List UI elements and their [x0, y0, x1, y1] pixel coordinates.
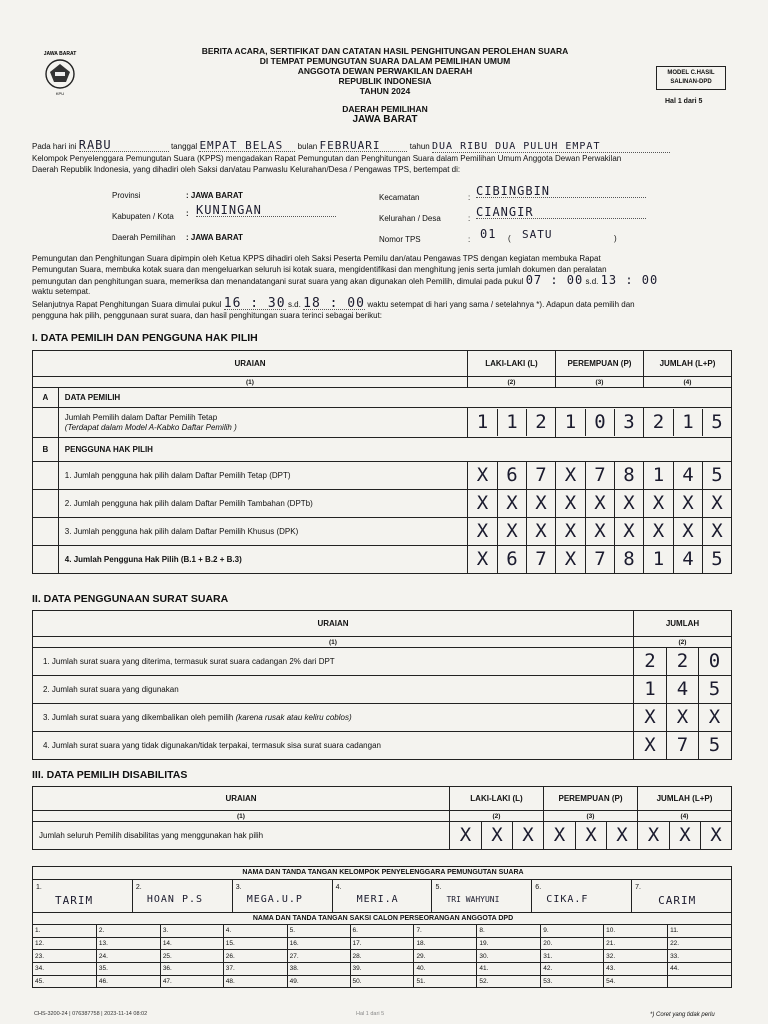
s1-b-row4-label: 4. Jumlah Pengguna Hak Pilih (B.1 + B.2 + B.3)	[58, 546, 467, 574]
label-bulan: bulan	[297, 142, 318, 151]
kpps-name: HOAN P.S	[146, 893, 204, 905]
s2-row3-label	[33, 704, 634, 732]
s1-a-row1	[58, 408, 467, 438]
body-para-5-text: waktu setempat di hari yang sama / setelahnya *). Adapun data pemilih dan	[367, 300, 635, 309]
field-end-time-1[interactable]: 13 : 00	[600, 273, 659, 287]
s1-b-row2-l[interactable]	[467, 490, 555, 518]
saksi-cell[interactable]: 37.	[223, 962, 287, 975]
digit: 6	[497, 546, 526, 573]
opening-line	[32, 140, 742, 153]
opening-para-1: Kelompok Penyelenggara Pemungutan Suara (KPPS) mengadakan Rapat Pemungutan dan Penghitungan Suara dalam Pemilihan Umum Anggota Dewan Perwakilan	[32, 154, 622, 163]
digit: X	[564, 492, 577, 514]
saksi-cell[interactable]: 3.	[160, 925, 223, 938]
tps-label: Nomor TPS	[379, 235, 421, 244]
saksi-cell[interactable]: 23.	[33, 950, 97, 963]
section-3-title: III. DATA PEMILIH DISABILITAS	[32, 769, 188, 781]
digit: X	[476, 548, 489, 570]
kecamatan-colon: :	[468, 193, 471, 202]
saksi-cell[interactable]: 9.	[541, 925, 604, 938]
digit: X	[497, 518, 526, 545]
saksi-cell[interactable]: 33.	[668, 950, 732, 963]
s1-col-j: JUMLAH (L+P)	[643, 351, 731, 377]
s1-b-row1-p[interactable]	[555, 462, 643, 490]
kpps-num: 5.	[435, 883, 442, 891]
saksi-cell[interactable]: 15.	[223, 937, 287, 950]
saksi-cell[interactable]: 28.	[350, 950, 414, 963]
digit: X	[476, 520, 489, 542]
section-2-table	[32, 610, 732, 760]
digit: X	[564, 548, 577, 570]
saksi-cell[interactable]: 2.	[96, 925, 160, 938]
field-count-end[interactable]: 18 : 00	[303, 296, 365, 311]
s1-b-row3-label: 3. Jumlah pengguna hak pilih dalam Daftar Pemilih Khusus (DPK)	[58, 518, 467, 546]
saksi-cell[interactable]: 51.	[414, 975, 477, 988]
kpps-num: 1.	[36, 883, 42, 891]
saksi-cell[interactable]: 32.	[604, 950, 668, 963]
s3-row1-p[interactable]	[544, 822, 638, 850]
digit: 5	[702, 462, 731, 489]
field-tanggal[interactable]: EMPAT BELAS	[199, 140, 295, 152]
saksi-cell[interactable]: 6.	[350, 925, 414, 938]
s1-b-row3-l[interactable]	[467, 518, 555, 546]
kpps-sign-4[interactable]	[333, 880, 433, 912]
kabupaten-value[interactable]: KUNINGAN	[196, 205, 336, 217]
s2-row3-note: (karena rusak atau keliru coblos)	[235, 713, 352, 722]
kpps-row	[33, 879, 732, 912]
saksi-cell[interactable]: 53.	[541, 975, 604, 988]
model-line-2: SALINAN-DPD	[670, 79, 712, 85]
digit: 0	[698, 648, 730, 675]
label-sd-2: s.d.	[287, 300, 301, 309]
kpps-name: MERI.A	[356, 893, 399, 905]
s2-n1: (1)	[33, 637, 634, 648]
digit: 2	[652, 411, 665, 433]
saksi-cell[interactable]: 30.	[477, 950, 541, 963]
label-tahun: tahun	[409, 142, 430, 151]
s1-b-row2-p[interactable]	[555, 490, 643, 518]
digit: X	[585, 490, 614, 517]
body-para-3	[32, 275, 658, 287]
s1-b-row2-j[interactable]	[643, 490, 731, 518]
s3-col-j: JUMLAH (L+P)	[638, 787, 732, 811]
saksi-cell[interactable]: 40.	[414, 962, 477, 975]
digit: 7	[666, 732, 698, 759]
s3-n3: (3)	[544, 811, 638, 822]
digit: X	[702, 518, 731, 545]
saksi-cell[interactable]: 1.	[33, 925, 97, 938]
kpps-sign-6[interactable]	[532, 880, 632, 912]
saksi-cell[interactable]: 50.	[350, 975, 414, 988]
s3-col-uraian: URAIAN	[33, 787, 450, 811]
saksi-cell[interactable]: 5.	[287, 925, 350, 938]
page-indicator: Hal 1 dari 5	[665, 98, 703, 105]
s1-n2: (2)	[467, 377, 555, 388]
digit: 1	[644, 678, 656, 700]
s2-col-uraian: URAIAN	[33, 611, 634, 637]
digit: X	[673, 490, 702, 517]
s1-a-row1-j[interactable]	[643, 408, 731, 438]
header-title	[140, 46, 630, 96]
digit: 7	[585, 462, 614, 489]
body-para-4-text: Selanjutnya Rapat Penghitungan Suara dimulai pukul	[32, 300, 222, 309]
s3-n1: (1)	[33, 811, 450, 822]
digit: 1	[652, 464, 665, 486]
digit: 8	[614, 462, 643, 489]
s1-b-blank	[33, 490, 59, 518]
body-para-6: pengguna hak pilih, penggunaan surat suara, dan hasil penghitungan suara terinci sebagai berikut:	[32, 311, 383, 320]
saksi-row-1	[33, 925, 732, 938]
digit: 6	[497, 462, 526, 489]
field-count-start[interactable]: 16 : 30	[223, 296, 286, 311]
kpps-name: TARIM	[55, 893, 94, 907]
title-line-1: BERITA ACARA, SERTIFIKAT DAN CATATAN HASIL PENGHITUNGAN PEROLEHAN SUARA	[201, 46, 569, 56]
digit: 1	[564, 411, 577, 433]
saksi-cell[interactable]: 14.	[160, 937, 223, 950]
s1-a-row1-p[interactable]	[555, 408, 643, 438]
kpps-sign-1[interactable]	[33, 880, 133, 912]
saksi-cell[interactable]: 34.	[33, 962, 97, 975]
saksi-cell[interactable]: 24.	[96, 950, 160, 963]
digit: X	[702, 490, 731, 517]
digit: X	[585, 518, 614, 545]
kpps-name: CIKA.F	[546, 893, 589, 905]
saksi-cell[interactable]: 44.	[668, 962, 732, 975]
kelurahan-value[interactable]: CIANGIR	[476, 207, 646, 219]
s2-row3-j[interactable]	[634, 704, 732, 732]
digit: 3	[614, 409, 643, 436]
saksi-cell[interactable]: 27.	[287, 950, 350, 963]
s1-a-blank	[33, 408, 59, 438]
digit: 4	[666, 676, 698, 703]
digit: 1	[673, 409, 702, 436]
digit: X	[481, 822, 512, 849]
provinsi-value: : JAWA BARAT	[186, 191, 243, 200]
saksi-row-4	[33, 962, 732, 975]
s1-a-label: A	[33, 388, 59, 408]
s1-b-row2-label: 2. Jumlah pengguna hak pilih dalam Daftar Pemilih Tambahan (DPTb)	[58, 490, 467, 518]
digit: 1	[497, 409, 526, 436]
s1-n1: (1)	[33, 377, 468, 388]
s2-row1-label: 1. Jumlah surat suara yang diterima, termasuk surat suara cadangan 2% dari DPT	[33, 648, 634, 676]
saksi-cell[interactable]: 13.	[96, 937, 160, 950]
digit: X	[564, 464, 577, 486]
s3-col-p: PEREMPUAN (P)	[544, 787, 638, 811]
s1-a-title: DATA PEMILIH	[58, 388, 731, 408]
digit: 4	[673, 462, 702, 489]
daerah-label: DAERAH PEMILIHAN	[342, 104, 428, 114]
field-bulan[interactable]: FEBRUARI	[319, 140, 407, 152]
section-1-title: I. DATA PEMILIH DAN PENGGUNA HAK PILIH	[32, 332, 258, 344]
model-box	[656, 66, 726, 90]
saksi-cell[interactable]: 26.	[223, 950, 287, 963]
s1-n4: (4)	[643, 377, 731, 388]
s1-a-row1-note: (Terdapat dalam Model A-Kabko Daftar Pemilih )	[64, 422, 237, 432]
model-line-1: MODEL C.HASIL	[667, 70, 715, 76]
kpps-num: 2.	[135, 883, 142, 891]
saksi-cell[interactable]: 39.	[350, 962, 414, 975]
digit: X	[673, 518, 702, 545]
digit: X	[647, 824, 660, 846]
digit: X	[459, 824, 472, 846]
s3-n2: (2)	[450, 811, 544, 822]
saksi-cell[interactable]: 29.	[414, 950, 477, 963]
body-para-3-text: pemungutan dan penghitungan suara, memeriksa dan menandatangani surat suara yang akan digunakan oleh Pemilih, dimulai pada pukul	[32, 277, 524, 286]
saksi-cell[interactable]: 10.	[604, 925, 668, 938]
s2-row2-label: 2. Jumlah surat suara yang digunakan	[33, 676, 634, 704]
kabupaten-colon: :	[186, 209, 189, 218]
logo-text-top: JAWA BARAT	[43, 51, 77, 57]
digit: X	[652, 520, 665, 542]
saksi-cell[interactable]: 52.	[477, 975, 541, 988]
s2-n2: (2)	[634, 637, 732, 648]
saksi-cell[interactable]: 7.	[414, 925, 477, 938]
s1-col-uraian: URAIAN	[33, 351, 468, 377]
saksi-cell[interactable]: 19.	[477, 937, 541, 950]
footer-code: CHS-3200-24 | 076387758 | 2023-11-14 08:02	[34, 1011, 148, 1017]
tps-colon: :	[468, 235, 471, 244]
digit: 7	[526, 546, 555, 573]
s1-b-row4-l[interactable]	[467, 546, 555, 574]
label-sd-1: s.d.	[585, 277, 599, 286]
s1-b-row4-j[interactable]	[643, 546, 731, 574]
dapil-label: Daerah Pemilihan	[112, 233, 176, 242]
s3-col-l: LAKI-LAKI (L)	[450, 787, 544, 811]
kpps-sign-3[interactable]	[233, 880, 333, 912]
kecamatan-value[interactable]: CIBINGBIN	[476, 186, 646, 198]
s1-b-blank	[33, 546, 59, 574]
saksi-cell[interactable]: 49.	[287, 975, 350, 988]
digit: X	[606, 822, 637, 849]
kpps-name: TRI WAHYUNI	[446, 894, 500, 904]
tps-paren-close: )	[614, 234, 617, 243]
saksi-cell[interactable]: 42.	[541, 962, 604, 975]
kpu-logo-icon	[36, 48, 84, 96]
kpps-sign-2[interactable]	[133, 880, 233, 912]
digit: 5	[698, 732, 730, 759]
digit: X	[564, 520, 577, 542]
field-hari[interactable]: RABU	[79, 140, 169, 152]
saksi-cell[interactable]: 25.	[160, 950, 223, 963]
saksi-cell[interactable]: 18.	[414, 937, 477, 950]
saksi-cell[interactable]: 47.	[160, 975, 223, 988]
kpps-num: 3.	[235, 883, 242, 891]
s2-row3-text: 3. Jumlah surat suara yang dikembalikan oleh pemilih	[43, 713, 234, 722]
saksi-cell[interactable]: 4.	[223, 925, 287, 938]
s3-n4: (4)	[638, 811, 732, 822]
kpps-sign-5[interactable]	[432, 880, 532, 912]
s1-b-row3-j[interactable]	[643, 518, 731, 546]
kelurahan-colon: :	[468, 214, 471, 223]
s1-b-title: PENGGUNA HAK PILIH	[58, 438, 731, 462]
saksi-cell[interactable]: 38.	[287, 962, 350, 975]
digit: X	[526, 490, 555, 517]
s3-row1-label: Jumlah seluruh Pemilih disabilitas yang menggunakan hak pilih	[33, 822, 450, 850]
digit: X	[666, 704, 698, 731]
kpps-title: NAMA DAN TANDA TANGAN KELOMPOK PENYELENGGARA PEMUNGUTAN SUARA	[33, 867, 732, 880]
label-pada-hari-ini: Pada hari ini	[32, 142, 77, 151]
saksi-cell[interactable]: 36.	[160, 962, 223, 975]
saksi-row-2	[33, 937, 732, 950]
digit: 5	[702, 409, 731, 436]
opening-para-2: Daerah Republik Indonesia, yang dihadiri oleh Saksi dan/atau Panwaslu Kelurahan/Desa / Pengawas TPS, bertempat di:	[32, 165, 461, 174]
digit: 2	[526, 409, 555, 436]
saksi-cell[interactable]	[668, 975, 732, 988]
saksi-cell[interactable]: 17.	[350, 937, 414, 950]
s1-b-blank	[33, 462, 59, 490]
field-start-time[interactable]: 07 : 00	[525, 273, 584, 287]
body-waktu: waktu setempat.	[32, 287, 91, 296]
section-3-table	[32, 786, 732, 850]
title-line-3: ANGGOTA DEWAN PERWAKILAN DAERAH	[297, 66, 473, 76]
s1-a-row1-l[interactable]	[467, 408, 555, 438]
saksi-cell[interactable]: 8.	[477, 925, 541, 938]
title-line-4: REPUBLIK INDONESIA	[338, 76, 432, 86]
s1-b-row3-p[interactable]	[555, 518, 643, 546]
body-para-2: Pemungutan Suara, membuka kotak suara dan mengeluarkan seluruh isi kotak suara, mengidentifikasi dan menghitung jenis serta jumlah dokumen dan peralatan	[32, 265, 607, 274]
s1-col-p: PEREMPUAN (P)	[555, 351, 643, 377]
s1-b-row1-label: 1. Jumlah pengguna hak pilih dalam Daftar Pemilih Tetap (DPT)	[58, 462, 467, 490]
digit: 8	[614, 546, 643, 573]
logo-text-bottom: KPU	[55, 91, 65, 96]
digit: X	[644, 706, 656, 728]
signature-table	[32, 866, 732, 988]
digit: X	[644, 734, 656, 756]
saksi-title: NAMA DAN TANDA TANGAN SAKSI CALON PERSEORANGAN ANGGOTA DPD	[33, 912, 732, 925]
s1-a-row1-label: Jumlah Pemilih dalam Daftar Pemilih Tetap	[64, 412, 218, 422]
kelurahan-label: Kelurahan / Desa	[379, 214, 441, 223]
kpps-num: 4.	[335, 883, 342, 891]
digit: X	[700, 822, 731, 849]
digit: X	[512, 822, 543, 849]
daerah-value: JAWA BARAT	[352, 114, 418, 125]
digit: X	[614, 518, 643, 545]
s1-b-label: B	[33, 438, 59, 462]
saksi-cell[interactable]: 22.	[668, 937, 732, 950]
s1-b-blank	[33, 518, 59, 546]
tps-number[interactable]: 01	[480, 227, 497, 241]
tps-text[interactable]: SATU	[522, 228, 553, 241]
body-para-4	[32, 298, 635, 310]
saksi-row-3	[33, 950, 732, 963]
digit: 4	[673, 546, 702, 573]
saksi-cell[interactable]: 16.	[287, 937, 350, 950]
digit: 2	[666, 648, 698, 675]
footer-page: Hal 1 dari 5	[356, 1011, 385, 1017]
s3-row1-l[interactable]	[450, 822, 544, 850]
tps-paren-open: (	[508, 234, 511, 243]
kpps-sign-7[interactable]	[632, 880, 731, 912]
digit: X	[497, 490, 526, 517]
s1-b-row1-j[interactable]	[643, 462, 731, 490]
digit: 2	[644, 650, 656, 672]
label-tanggal: tanggal	[170, 142, 198, 151]
s2-col-j: JUMLAH	[634, 611, 732, 637]
digit: X	[614, 490, 643, 517]
field-tahun[interactable]: DUA RIBU DUA PULUH EMPAT	[432, 141, 670, 153]
digit: 5	[698, 676, 730, 703]
digit: X	[476, 492, 489, 514]
s2-row2-j[interactable]	[634, 676, 732, 704]
s3-row1-j[interactable]	[638, 822, 732, 850]
kpps-name: MEGA.U.P	[246, 893, 303, 905]
saksi-cell[interactable]: 45.	[33, 975, 97, 988]
digit: X	[526, 518, 555, 545]
section-2-title: II. DATA PENGGUNAAN SURAT SUARA	[32, 593, 229, 605]
s1-b-row1-l[interactable]	[467, 462, 555, 490]
s1-col-l: LAKI-LAKI (L)	[467, 351, 555, 377]
saksi-cell[interactable]: 12.	[33, 937, 97, 950]
s2-row4-j[interactable]	[634, 732, 732, 760]
kabupaten-label: Kabupaten / Kota	[112, 212, 174, 221]
digit: 5	[702, 546, 731, 573]
saksi-cell[interactable]: 11.	[668, 925, 732, 938]
saksi-cell[interactable]: 46.	[96, 975, 160, 988]
provinsi-label: Provinsi	[112, 191, 141, 200]
footer-note: *) Coret yang tidak perlu	[650, 1012, 715, 1018]
s2-row1-j[interactable]	[634, 648, 732, 676]
digit: X	[698, 704, 730, 731]
kpps-name: CARIM	[658, 893, 697, 907]
saksi-cell[interactable]: 41.	[477, 962, 541, 975]
s1-n3: (3)	[555, 377, 643, 388]
kpps-num: 6.	[535, 883, 542, 891]
section-1-table	[32, 350, 732, 574]
saksi-cell[interactable]: 43.	[604, 962, 668, 975]
saksi-row-5	[33, 975, 732, 988]
kecamatan-label: Kecamatan	[379, 193, 420, 202]
saksi-cell[interactable]: 21.	[604, 937, 668, 950]
saksi-cell[interactable]: 20.	[541, 937, 604, 950]
title-line-2: DI TEMPAT PEMUNGUTAN SUARA DALAM PEMILIHAN UMUM	[259, 56, 511, 66]
digit: 1	[476, 411, 489, 433]
saksi-cell[interactable]: 54.	[604, 975, 668, 988]
saksi-cell[interactable]: 31.	[541, 950, 604, 963]
digit: X	[476, 464, 489, 486]
kpps-num: 7.	[635, 883, 641, 891]
digit: 0	[585, 409, 614, 436]
saksi-cell[interactable]: 35.	[96, 962, 160, 975]
digit: X	[553, 824, 566, 846]
s1-b-row4-p[interactable]	[555, 546, 643, 574]
body-para-1: Pemungutan dan Penghitungan Suara dipimpin oleh Ketua KPPS dihadiri oleh Saksi Peserta Pemilu dan/atau Pengawas TPS dengan kegiatan membuka Rapat	[32, 254, 601, 263]
title-line-5: TAHUN 2024	[359, 86, 411, 96]
s2-row4-label: 4. Jumlah surat suara yang tidak digunakan/tidak terpakai, termasuk sisa surat suara cadangan	[33, 732, 634, 760]
digit: 1	[652, 548, 665, 570]
digit: 7	[526, 462, 555, 489]
digit: X	[669, 822, 700, 849]
digit: 7	[585, 546, 614, 573]
digit: X	[652, 492, 665, 514]
saksi-cell[interactable]: 48.	[223, 975, 287, 988]
dapil-value: : JAWA BARAT	[186, 233, 243, 242]
digit: X	[575, 822, 606, 849]
